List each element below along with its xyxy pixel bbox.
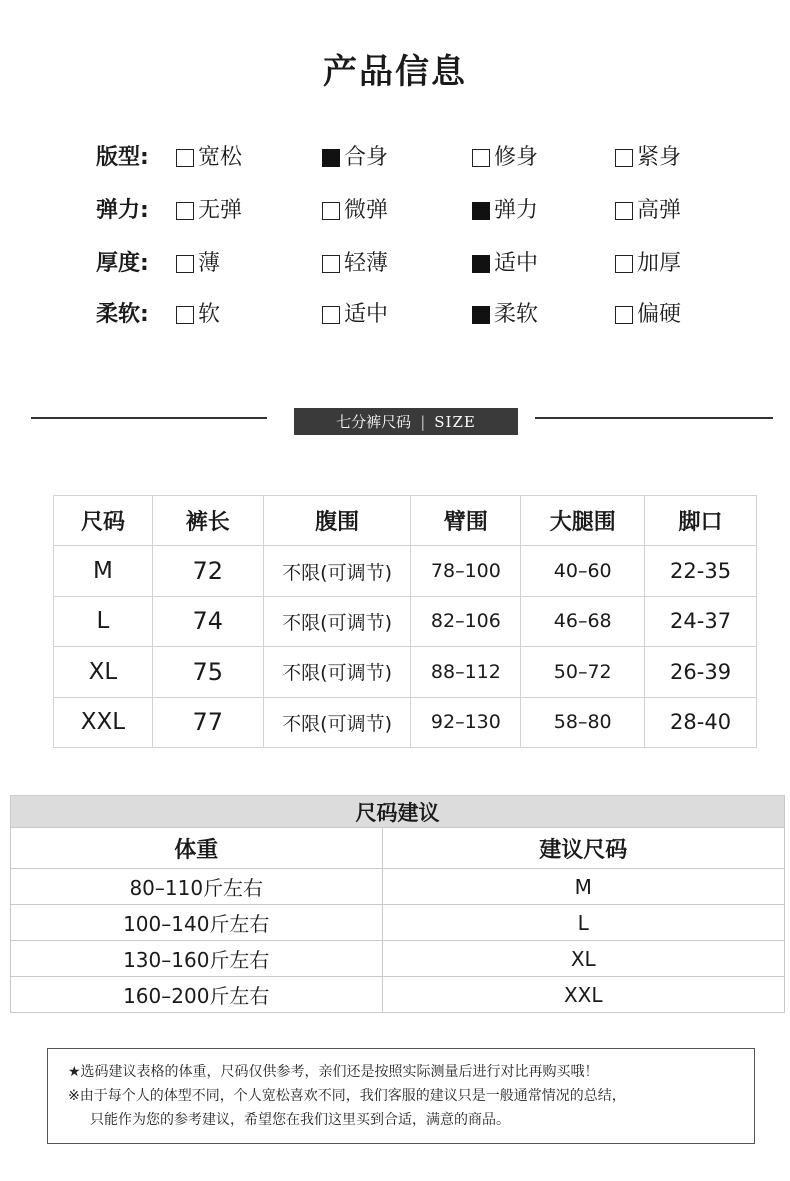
option-thin	[176, 244, 220, 284]
banner-title: 七分裤尺码	[336, 413, 412, 431]
attr-label: 柔软:	[96, 302, 149, 327]
option-label: 修身	[494, 145, 539, 170]
checkbox-unchecked-icon	[176, 149, 194, 167]
cell-length: 74	[152, 596, 263, 646]
option-loose	[176, 138, 242, 178]
table-header-row	[54, 496, 757, 546]
attr-label: 厚度:	[96, 251, 149, 276]
option-label: 偏硬	[637, 302, 682, 327]
option-label: 加厚	[637, 251, 682, 276]
table-row	[54, 647, 757, 697]
cell-waist: 不限(可调节)	[263, 647, 411, 697]
option-label: 弹力	[494, 198, 539, 223]
option-slight-stretch	[322, 191, 388, 231]
size-note-box	[47, 1048, 755, 1144]
option-moderate	[322, 295, 388, 335]
option-label: 薄	[198, 251, 221, 276]
cell-weight: 130–160斤左右	[11, 941, 383, 977]
option-stretch	[472, 191, 538, 231]
banner-subtitle: SIZE	[434, 412, 476, 431]
size-section-banner	[294, 408, 518, 435]
cell-size: M	[382, 869, 784, 905]
cell-thigh: 50–72	[521, 647, 645, 697]
option-label: 紧身	[637, 145, 682, 170]
cell-size: XXL	[54, 697, 153, 747]
cell-arm: 82–106	[411, 596, 521, 646]
table-row	[11, 905, 785, 941]
option-label: 适中	[494, 251, 539, 276]
cell-size: L	[382, 905, 784, 941]
header-weight: 体重	[11, 828, 383, 869]
cell-length: 72	[152, 546, 263, 596]
attr-label: 版型:	[96, 145, 149, 170]
table-row	[11, 941, 785, 977]
option-very-soft	[472, 295, 538, 335]
size-recommendation-table	[10, 795, 785, 1013]
cell-arm: 78–100	[411, 546, 521, 596]
checkbox-checked-icon	[472, 202, 490, 220]
option-label: 高弹	[637, 198, 682, 223]
option-soft	[176, 295, 220, 335]
option-no-stretch	[176, 191, 242, 231]
page-title: 产品信息	[323, 52, 467, 92]
checkbox-unchecked-icon	[472, 149, 490, 167]
option-label: 适中	[344, 302, 389, 327]
option-high-stretch	[615, 191, 681, 231]
checkbox-unchecked-icon	[176, 255, 194, 273]
cell-hem: 24-37	[645, 596, 757, 646]
cell-length: 77	[152, 697, 263, 747]
divider-right	[535, 417, 773, 419]
header-hem: 脚口	[645, 496, 757, 546]
checkbox-unchecked-icon	[322, 255, 340, 273]
checkbox-unchecked-icon	[615, 255, 633, 273]
cell-size: XL	[382, 941, 784, 977]
option-label: 软	[198, 302, 221, 327]
cell-arm: 92–130	[411, 697, 521, 747]
option-label: 轻薄	[344, 251, 389, 276]
header-thigh: 大腿围	[521, 496, 645, 546]
attr-row-elasticity	[0, 191, 790, 231]
cell-size: XL	[54, 647, 153, 697]
checkbox-checked-icon	[472, 255, 490, 273]
checkbox-unchecked-icon	[176, 306, 194, 324]
option-label: 柔软	[494, 302, 539, 327]
banner-separator: |	[420, 412, 426, 431]
checkbox-checked-icon	[472, 306, 490, 324]
cell-hem: 22-35	[645, 546, 757, 596]
option-slim	[472, 138, 538, 178]
attr-row-fit	[0, 138, 790, 178]
option-label: 无弹	[198, 198, 243, 223]
cell-size: L	[54, 596, 153, 646]
table-row	[11, 977, 785, 1013]
option-label: 合身	[344, 145, 389, 170]
table-row	[54, 596, 757, 646]
cell-arm: 88–112	[411, 647, 521, 697]
option-label: 宽松	[198, 145, 243, 170]
checkbox-unchecked-icon	[322, 306, 340, 324]
attr-row-thickness	[0, 244, 790, 284]
cell-thigh: 58–80	[521, 697, 645, 747]
note-line: 只能作为您的参考建议，希望您在我们这里买到合适，满意的商品。	[90, 1112, 510, 1128]
size-table	[53, 495, 757, 748]
option-tight	[615, 138, 681, 178]
cell-waist: 不限(可调节)	[263, 546, 411, 596]
option-label: 微弹	[344, 198, 389, 223]
option-thick	[615, 244, 681, 284]
cell-hem: 28-40	[645, 697, 757, 747]
header-size: 尺码	[54, 496, 153, 546]
cell-waist: 不限(可调节)	[263, 697, 411, 747]
cell-length: 75	[152, 647, 263, 697]
option-light-thin	[322, 244, 388, 284]
cell-size: M	[54, 546, 153, 596]
checkbox-unchecked-icon	[322, 202, 340, 220]
header-waist: 腹围	[263, 496, 411, 546]
header-recommended-size: 建议尺码	[382, 828, 784, 869]
attr-label: 弹力:	[96, 198, 149, 223]
checkbox-checked-icon	[322, 149, 340, 167]
attr-row-softness	[0, 295, 790, 335]
header-arm: 臂围	[411, 496, 521, 546]
cell-weight: 100–140斤左右	[11, 905, 383, 941]
cell-waist: 不限(可调节)	[263, 596, 411, 646]
option-stiff	[615, 295, 681, 335]
header-length: 裤长	[152, 496, 263, 546]
note-line: ※由于每个人的体型不同，个人宽松喜欢不同，我们客服的建议只是一般通常情况的总结，	[68, 1088, 626, 1104]
checkbox-unchecked-icon	[615, 149, 633, 167]
option-medium	[472, 244, 538, 284]
divider-left	[31, 417, 267, 419]
recommend-title: 尺码建议	[11, 796, 785, 828]
table-row	[11, 869, 785, 905]
cell-weight: 160–200斤左右	[11, 977, 383, 1013]
cell-size: XXL	[382, 977, 784, 1013]
note-line: ★选码建议表格的体重，尺码仅供参考，亲们还是按照实际测量后进行对比再购买哦！	[68, 1064, 599, 1080]
recommend-title-row	[11, 796, 785, 828]
checkbox-unchecked-icon	[615, 202, 633, 220]
cell-hem: 26-39	[645, 647, 757, 697]
cell-weight: 80–110斤左右	[11, 869, 383, 905]
checkbox-unchecked-icon	[615, 306, 633, 324]
option-regular	[322, 138, 388, 178]
cell-thigh: 40–60	[521, 546, 645, 596]
table-row	[54, 697, 757, 747]
checkbox-unchecked-icon	[176, 202, 194, 220]
cell-thigh: 46–68	[521, 596, 645, 646]
table-header-row	[11, 828, 785, 869]
table-row	[54, 546, 757, 596]
